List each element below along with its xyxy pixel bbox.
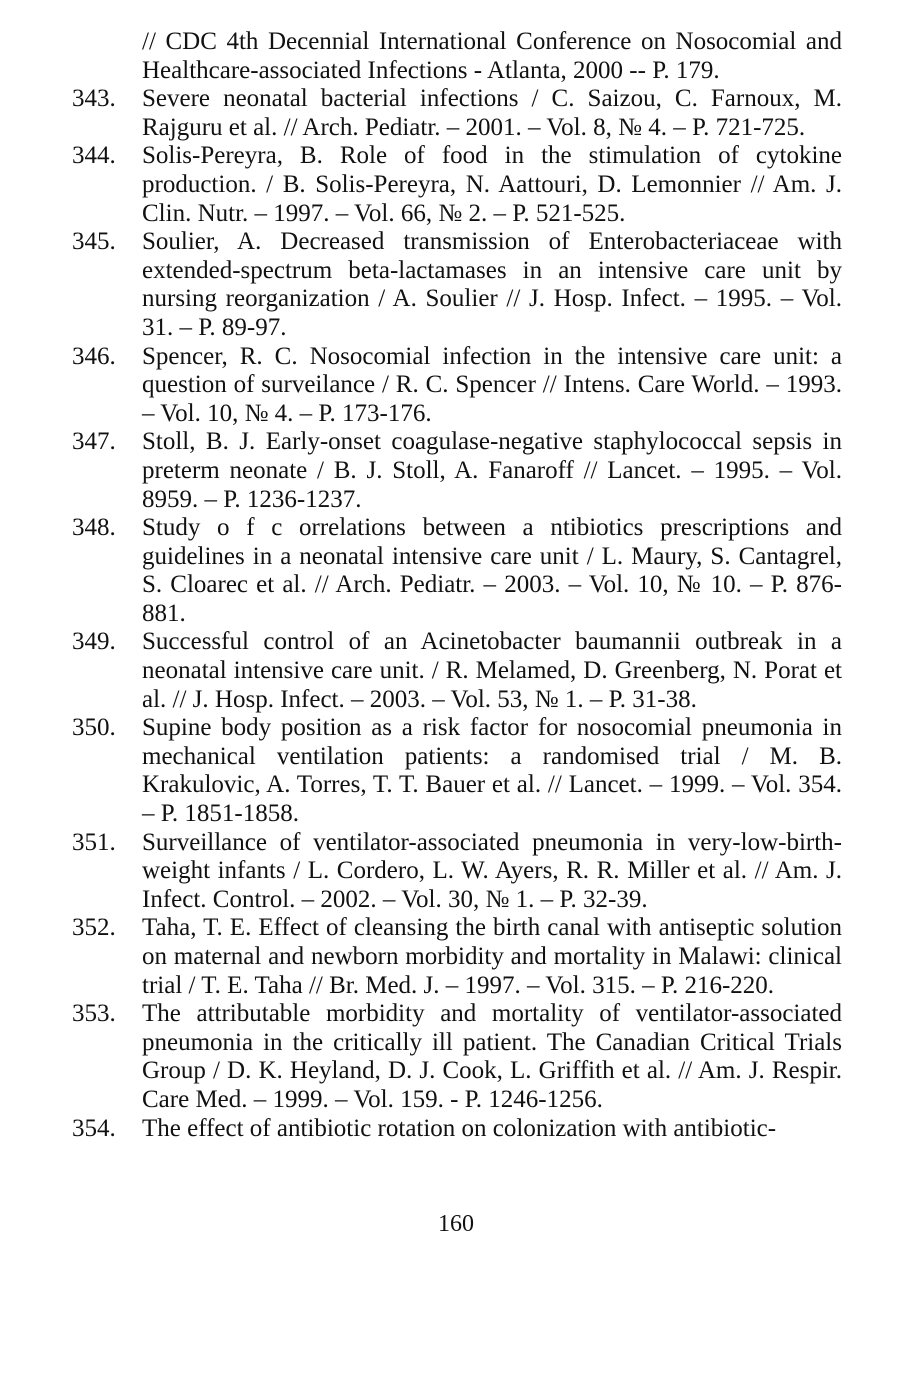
reference-number: 349. [72, 628, 116, 656]
reference-item [72, 228, 842, 342]
reference-number: 346. [72, 342, 116, 370]
reference-number: 352. [72, 914, 116, 942]
reference-item [72, 142, 842, 228]
reference-number: 350. [72, 714, 116, 742]
reference-continuation [72, 28, 842, 85]
reference-number: 354. [72, 1114, 116, 1142]
reference-item [72, 1000, 842, 1114]
reference-text: Stoll, B. J. Early-onset coagulase-negative staphylococcal sepsis in preterm neonate / B. J. Stoll, A. Fanaroff // Lancet. – 1995. – Vol. 8959. – P. 1236-1237. [142, 428, 842, 513]
reference-item [72, 829, 842, 915]
reference-item [72, 628, 842, 714]
reference-text: Supine body position as a risk factor for nosocomial pneumonia in mechanical ventilation patients: a randomised trial / M. B. Krakulovic, A. Torres, T. T. Bauer et al. // Lancet. – 1999. – Vol. 354. – P. 1851-1858. [142, 714, 842, 828]
reference-number: 343. [72, 85, 116, 113]
reference-item [72, 514, 842, 628]
reference-text: Severe neonatal bacterial infections / C. Saizou, C. Farnoux, M. Rajguru et al. // Arch. Pediatr. – 2001. – Vol. 8, № 4. – P. 721-725. [142, 85, 842, 141]
reference-number: 348. [72, 514, 116, 542]
reference-item [72, 914, 842, 1000]
reference-number: 347. [72, 428, 116, 456]
reference-text: Taha, T. E. Effect of cleansing the birth canal with antiseptic solution on maternal and newborn morbidity and mortality in Malawi: clinical trial / T. E. Taha // Br. Med. J. – 1997. – Vol. 315. – P. 216-220. [142, 914, 842, 999]
reference-text: Solis-Pereyra, B. Role of food in the stimulation of cytokine production. / B. Solis-Pereyra, N. Aattouri, D. Lemonnier // Am. J. Clin. Nutr. – 1997. – Vol. 66, № 2. – P. 521-525. [142, 142, 842, 227]
reference-text: Study o f c orrelations between a ntibiotics prescriptions and guidelines in a neonatal intensive care unit / L. Maury, S. Cantagrel, S. Cloarec et al. // Arch. Pediatr. – 2003. – Vol. 10, № 10. – P. 876-881. [142, 514, 842, 627]
reference-number: 353. [72, 1000, 116, 1028]
reference-text: The effect of antibiotic rotation on colonization with antibiotic- [142, 1114, 777, 1142]
reference-item [72, 428, 842, 514]
reference-item [72, 714, 842, 828]
reference-text: Spencer, R. C. Nosocomial infection in the intensive care unit: a question of surveilance / R. C. Spencer // Intens. Care World. – 1993. – Vol. 10, № 4. – P. 173-176. [142, 342, 842, 427]
reference-text: Surveillance of ventilator-associated pneumonia in very-low-birth-weight infants / L. Cordero, L. W. Ayers, R. R. Miller et al. // Am. J. Infect. Control. – 2002. – Vol. 30, № 1. – P. 32-39. [142, 828, 842, 913]
reference-item [72, 85, 842, 142]
reference-text: Soulier, A. Decreased transmission of Enterobacteriaceae with extended-spectrum beta-lactamases in an intensive care unit by nursing reorganization / A. Soulier // J. Hosp. Infect. – 1995. – Vol. 31. – P. 89-97. [142, 228, 842, 341]
reference-number: 345. [72, 228, 116, 256]
reference-item [72, 343, 842, 429]
reference-number: 344. [72, 142, 116, 170]
reference-item [72, 1115, 842, 1144]
reference-text: // CDC 4th Decennial International Conference on Nosocomial and Healthcare-associated Infections - Atlanta, 2000 -- P. 179. [142, 28, 842, 84]
reference-text: Successful control of an Acinetobacter baumannii outbreak in a neonatal intensive care unit. / R. Melamed, D. Greenberg, N. Porat et al. // J. Hosp. Infect. – 2003. – Vol. 53, № 1. – P. 31-38. [142, 628, 842, 713]
page-number: 160 [438, 1211, 474, 1237]
reference-text: The attributable morbidity and mortality of ventilator-associated pneumonia in the critically ill patient. The Canadian Critical Trials Group / D. K. Heyland, D. J. Cook, L. Griffith et al. // Am. J. Respir. Care Med. – 1999. – Vol. 159. - P. 1246-1256. [142, 1000, 842, 1113]
reference-number: 351. [72, 828, 116, 856]
reference-list [72, 28, 842, 1143]
